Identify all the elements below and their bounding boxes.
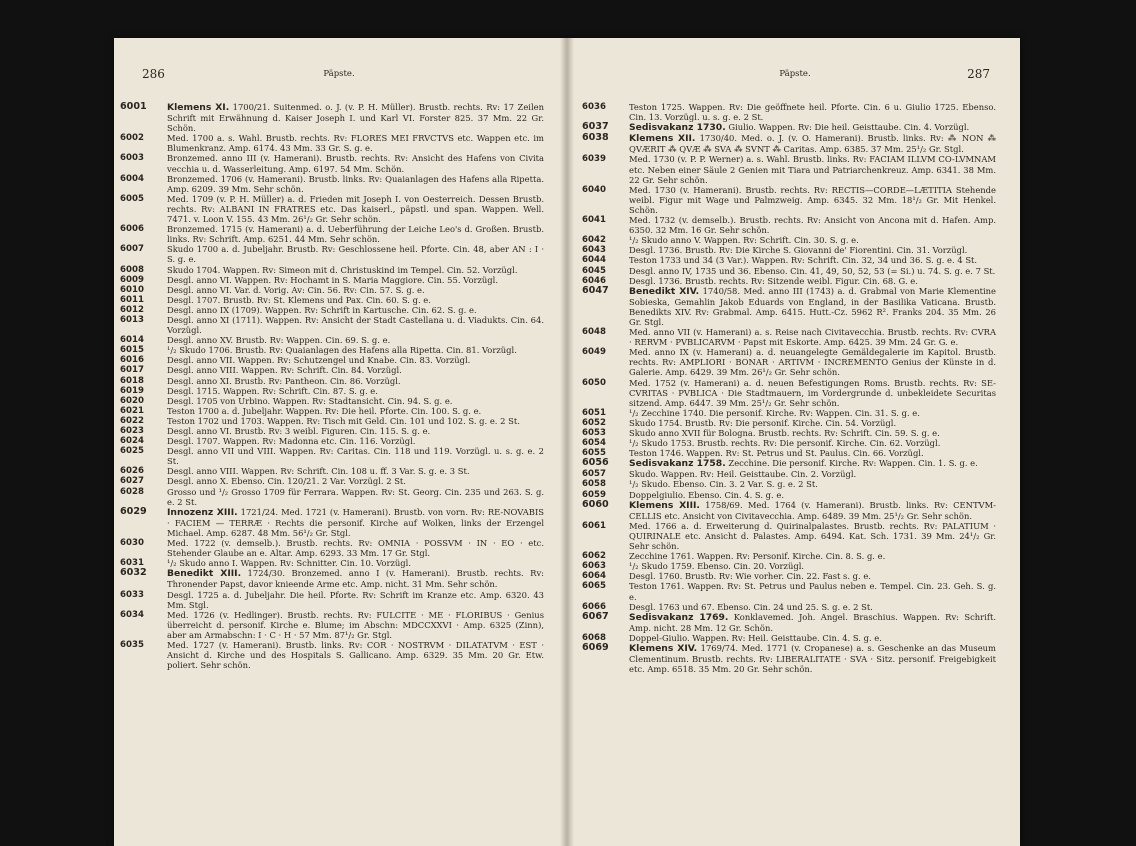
entry-heading: Klemens XIV.: [629, 642, 698, 654]
catalog-entry: [120, 133, 544, 153]
entry-number: 6011: [120, 294, 144, 305]
entry-number: 6064: [582, 571, 606, 582]
catalog-entry: [120, 386, 544, 396]
entry-number: 6006: [120, 224, 144, 235]
entry-heading: Sedisvakanz 1758.: [629, 458, 726, 470]
entry-text: Desgl. anno VI. Var. d. Vorig. Av: Cin. 56. Rv: Cin. 57. S. g. e.: [167, 284, 425, 295]
catalog-entry: [120, 507, 544, 538]
catalog-entry: [582, 122, 996, 133]
entry-text: ¹/₂ Skudo anno V. Wappen. Rv: Schrift. Cin. 30. S. g. e.: [629, 235, 859, 246]
entry-text: Med. 1722 (v. demselb.). Brustb. rechts. Rv: OMNIA · POSSVM · IN · EO · etc. Stehender Glaube an e. Altar. Amp. 6293. 33 Mm. 17 Gr. Stgl.: [167, 538, 544, 559]
entry-number: 6033: [120, 589, 144, 600]
catalog-entry: [582, 602, 996, 612]
catalog-entry: [582, 428, 996, 438]
entry-heading: Benedikt XIII.: [167, 568, 242, 580]
entry-number: 6068: [582, 632, 606, 643]
entry-number: 6013: [120, 314, 144, 325]
catalog-entry: [120, 305, 544, 315]
entry-text: Konklavemed. Joh. Angel. Braschius. Wappen. Rv: Schrift. Amp. nicht. 28 Mm. 12 Gr. Schön.: [629, 611, 996, 633]
entry-number: 6005: [120, 193, 144, 204]
entry-text: Desgl. anno VIII. Wappen. Rv: Schrift. Cin. 108 u. ff. 3 Var. S. g. e. 3 St.: [167, 466, 470, 477]
catalog-entry: [120, 355, 544, 365]
entry-text: ¹/₂ Skudo 1706. Brustb. Rv: Quaianlagen des Hafens alla Ripetta. Cin. 81. Vorzügl.: [167, 345, 517, 356]
entry-text: Med. 1700 a. s. Wahl. Brustb. rechts. Rv: FLORES MEI FRVCTVS etc. Wappen etc. im Blumenkranz. Amp. 6174. 43 Mm. 33 Gr. S. g. e.: [167, 133, 544, 154]
catalog-entry: [582, 255, 996, 265]
entry-number: 6059: [582, 489, 606, 500]
entry-text: Desgl. anno VIII. Wappen. Rv: Schrift. Cin. 84. Vorzügl.: [167, 365, 402, 376]
entry-number: 6058: [582, 479, 606, 490]
left-page-header: [114, 67, 564, 81]
entry-text: Doppelgiulio. Ebenso. Cin. 4. S. g. e.: [629, 489, 784, 500]
entry-text: Bronzemed. 1715 (v. Hamerani) a. d. Ueberführung der Leiche Leo's d. Großen. Brustb. links. Rv: Schrift. Amp. 6251. 44 Mm. Sehr schön.: [167, 224, 544, 245]
entry-heading: Klemens XI.: [167, 102, 230, 113]
catalog-entry: [120, 487, 544, 507]
catalog-entry: [120, 558, 544, 568]
entry-text: Bronzemed. anno III (v. Hamerani). Brustb. rechts. Rv: Ansicht des Hafens von Civita vecchia u. d. Wasserleitung. Amp. 6197. 54 Mm. Schön.: [167, 153, 544, 174]
entry-text: 1721/24. Med. 1721 (v. Hamerani). Brustb. von vorn. Rv: RE-NOVABIS · FACIEM — TERRÆ · Rechts die personif. Kirche auf Wolken, links der Erzengel Michael. Amp. 6287. 48 Mm. 56¹/₂ Gr. Stgl.: [167, 506, 544, 538]
entry-number: 6060: [582, 498, 609, 510]
entry-number: 6042: [582, 235, 606, 246]
entry-heading: Innozenz XIII.: [167, 506, 238, 518]
catalog-entry: [582, 571, 996, 581]
entry-text: Desgl. 1725 a. d. Jubeljahr. Die heil. Pforte. Rv: Schrift im Kranze etc. Amp. 6320. 43 Mm. Stgl.: [167, 589, 544, 610]
running-title: Päpste.: [779, 69, 811, 79]
catalog-entry: [120, 153, 544, 173]
entry-text: ¹/₂ Skudo 1753. Brustb. rechts. Rv: Die personif. Kirche. Cin. 62. Vorzügl.: [629, 438, 941, 449]
entry-text: 1740/58. Med. anno III (1743) a. d. Grabmal von Marie Klementine Sobieska, Gemahlin Jakob Eduards von England, in der Basilika Vaticana. Brustb. Benedikts XIV. Rv: Grabmal. Amp. 6415. Hutt.-Cz. 5962 R². Franks 204. 35 Mm. 26 Gr. Stgl.: [629, 285, 996, 327]
catalog-entry: [582, 102, 996, 122]
catalog-entry: [582, 215, 996, 235]
entry-heading: Klemens XII.: [629, 133, 696, 145]
entry-text: Teston 1725. Wappen. Rv: Die geöffnete heil. Pforte. Cin. 6 u. Giulio 1725. Ebenso. Cin. 13. Vorzügl. u. s. g. e. 2 St.: [629, 102, 996, 123]
right-page-header: [570, 67, 1020, 81]
catalog-entry: [582, 276, 996, 286]
entry-number: 6038: [582, 132, 609, 144]
catalog-entry: [582, 266, 996, 276]
catalog-entry: [120, 416, 544, 426]
entry-number: 6001: [120, 101, 147, 112]
entry-text: Zecchine 1761. Wappen. Rv: Personif. Kirche. Cin. 8. S. g. e.: [629, 551, 886, 562]
catalog-entry: [120, 538, 544, 558]
entry-text: Teston 1702 und 1703. Wappen. Rv: Tisch mit Geld. Cin. 101 und 102. S. g. e. 2 St.: [167, 415, 520, 426]
entry-number: 6048: [582, 327, 606, 338]
entry-number: 6043: [582, 245, 606, 256]
entry-text: Desgl. 1736. Brustb. rechts. Rv: Sitzende weibl. Figur. Cin. 68. G. e.: [629, 275, 918, 286]
entry-text: Med. 1752 (v. Hamerani) a. d. neuen Befestigungen Roms. Brustb. rechts. Rv: SE-CVRITAS · PVBLICA · Die Stadtmauern, im Vordergrunde d. unbekleidete Securitas sitzend. Amp. 6447. 39 Mm. 25¹/₂ Gr. Sehr schön.: [629, 377, 996, 408]
entry-number: 6017: [120, 365, 144, 376]
catalog-entry: [120, 610, 544, 640]
catalog-entry: [582, 378, 996, 408]
entry-text: Desgl. 1715. Wappen. Rv: Schrift. Cin. 87. S. g. e.: [167, 385, 378, 396]
entry-number: 6016: [120, 355, 144, 366]
entry-number: 6056: [582, 457, 609, 469]
entry-text: Teston 1761. Wappen. Rv: St. Petrus und Paulus neben e. Tempel. Cin. 23. Geh. S. g. e.: [629, 581, 996, 602]
catalog-entry: [582, 438, 996, 448]
catalog-entry: [582, 500, 996, 521]
entry-text: Grosso und ¹/₂ Grosso 1709 für Ferrara. Wappen. Rv: St. Georg. Cin. 235 und 263. S. g. e. 2 St.: [167, 486, 544, 507]
entry-number: 6049: [582, 347, 606, 358]
catalog-entry: [582, 521, 996, 551]
catalog-entry: [120, 295, 544, 305]
entry-number: 6046: [582, 275, 606, 286]
entry-text: Skudo 1704. Wappen. Rv: Simeon mit d. Christuskind im Tempel. Cin. 52. Vorzügl.: [167, 264, 518, 275]
entry-number: 6012: [120, 304, 144, 315]
entry-text: Teston 1700 a. d. Jubeljahr. Wappen. Rv: Die heil. Pforte. Cin. 100. S. g. e.: [167, 405, 482, 416]
entry-text: 1724/30. Bronzemed. anno I (v. Hamerani). Brustb. rechts. Rv: Thronender Papst, davor knieende Arme etc. Amp. nicht. 31 Mm. Sehr schön.: [167, 568, 544, 590]
catalog-entry: [582, 551, 996, 561]
entry-text: Med. anno IX (v. Hamerani) a. d. neuangelegte Gemäldegalerie im Kapitol. Brustb. rechts. Rv: AMPLIORI · BONAR · ARTIVM · INCREMENTO Genius der Künste in d. Galerie. Amp. 6429. 39 Mm. 26¹/₂ Gr. Sehr schön.: [629, 347, 996, 378]
entry-text: Desgl. anno X. Ebenso. Cin. 120/21. 2 Var. Vorzügl. 2 St.: [167, 476, 406, 487]
entry-heading: Sedisvakanz 1769.: [629, 611, 729, 623]
entry-text: Desgl. anno IX (1709). Wappen. Rv: Schrift in Kartusche. Cin. 62. S. g. e.: [167, 304, 477, 315]
entry-text: Teston 1733 und 34 (3 Var.). Wappen. Rv: Schrift. Cin. 32, 34 und 36. S. g. e. 4 St.: [629, 255, 978, 266]
entry-text: ¹/₂ Skudo anno I. Wappen. Rv: Schnitter. Cin. 10. Vorzügl.: [167, 558, 411, 569]
catalog-entry: [120, 396, 544, 406]
entry-number: 6051: [582, 407, 606, 418]
catalog-entry: [120, 194, 544, 224]
entry-number: 6052: [582, 417, 606, 428]
entry-number: 6025: [120, 446, 144, 457]
catalog-entry: [120, 365, 544, 375]
entry-number: 6031: [120, 558, 144, 569]
entry-number: 6014: [120, 335, 144, 346]
catalog-entry: [582, 469, 996, 479]
entry-heading: Sedisvakanz 1730.: [629, 122, 726, 134]
entry-text: ¹/₂ Zecchine 1740. Die personif. Kirche. Rv: Wappen. Cin. 31. S. g. e.: [629, 407, 920, 418]
page-number: 286: [142, 67, 165, 81]
entry-number: 6027: [120, 476, 144, 487]
entry-text: Desgl. anno XI (1711). Wappen. Rv: Ansicht der Stadt Castellana u. d. Viadukts. Cin. 64. Vorzügl.: [167, 314, 544, 336]
entry-text: Med. 1730 (v. P. P. Werner) a. s. Wahl. Brustb. links. Rv: FACIAM ILLVM CO-LVMNAM etc. Neben einer Säule 2 Genien mit Tiara und Patriarchenkreuz. Amp. 6341. 38 Mm. 22 Gr. Sehr schön.: [629, 154, 996, 185]
entry-text: Desgl. 1707. Brustb. Rv: St. Klemens und Pax. Cin. 60. S. g. e.: [167, 294, 431, 305]
entry-text: Med. 1726 (v. Hedlinger). Brustb. rechts. Rv: FULCITE · ME · FLORIBUS · Genius überreicht d. personif. Kirche e. Blume; im Abschn: MDCCXXVI · Amp. 6325 (Zinn), aber am Armabschn: I · C · H · 57 Mm. 87¹/₂ Gr. Stgl.: [167, 609, 544, 640]
catalog-entry: [120, 446, 544, 466]
entry-text: Doppel-Giulio. Wappen. Rv: Heil. Geisttaube. Cin. 4. S. g. e.: [629, 632, 882, 643]
entry-text: Med. 1732 (v. demselb.). Brustb. rechts. Rv: Ansicht von Ancona mit d. Hafen. Amp. 6350. 32 Mm. 16 Gr. Sehr schön.: [629, 215, 996, 236]
entry-text: ¹/₂ Skudo 1759. Ebenso. Cin. 20. Vorzügl.: [629, 561, 805, 572]
catalog-entry: [120, 345, 544, 355]
entry-text: Giulio. Wappen. Rv: Die heil. Geisttaube. Cin. 4. Vorzügl.: [728, 122, 970, 133]
catalog-entry: [120, 406, 544, 416]
entry-number: 6028: [120, 486, 144, 497]
catalog-entry: [582, 490, 996, 500]
entry-text: ¹/₂ Skudo. Ebenso. Cin. 3. 2 Var. S. g. e. 2 St.: [629, 479, 818, 490]
entry-number: 6015: [120, 345, 144, 356]
entry-text: Med. 1727 (v. Hamerani). Brustb. links. Rv: COR · NOSTRVM · DILATATVM · EST · Ansicht d. Kirche und des Hospitals S. Gallicano. Amp. 6329. 35 Mm. 20 Gr. Etw. poliert. Sehr schön.: [167, 639, 544, 671]
entry-text: Desgl. 1736. Brustb. Rv: Die Kirche S. Giovanni de' Fiorentini. Cin. 31. Vorzügl.: [629, 245, 968, 256]
entry-text: Desgl. 1760. Brustb. Rv: Wie vorher. Cin. 22. Fast s. g. e.: [629, 571, 871, 582]
entry-number: 6030: [120, 538, 144, 549]
entry-text: Desgl. anno VII und VIII. Wappen. Rv: Caritas. Cin. 118 und 119. Vorzügl. u. s. g. e. 2 St.: [167, 446, 544, 467]
entry-number: 6003: [120, 153, 144, 164]
entry-number: 6062: [582, 551, 606, 562]
catalog-entry: [120, 265, 544, 275]
entry-text: Desgl. anno VI. Brustb. Rv: 3 weibl. Figuren. Cin. 115. S. g. e.: [167, 426, 431, 436]
entry-number: 6050: [582, 377, 606, 388]
entry-number: 6021: [120, 405, 144, 416]
entry-number: 6023: [120, 426, 144, 436]
catalog-entry: [120, 244, 544, 264]
entry-number: 6007: [120, 244, 144, 255]
catalog-entry: [582, 185, 996, 215]
catalog-entry: [120, 568, 544, 589]
catalog-entry: [582, 418, 996, 428]
entry-text: Desgl. anno VII. Wappen. Rv: Schutzengel und Knabe. Cin. 83. Vorzügl.: [167, 355, 471, 366]
entry-number: 6045: [582, 265, 606, 276]
entry-number: 6034: [120, 609, 144, 620]
catalog-entry: [582, 458, 996, 469]
entry-number: 6066: [582, 601, 606, 612]
right-entry-list: [582, 102, 996, 674]
entry-text: Skudo anno XVII für Bologna. Brustb. rechts. Rv: Schrift. Cin. 59. S. g. e.: [629, 428, 940, 438]
entry-text: Desgl. 1707. Wappen. Rv: Madonna etc. Cin. 116. Vorzügl.: [167, 436, 416, 447]
entry-number: 6067: [582, 610, 609, 622]
entry-text: Med. anno VII (v. Hamerani) a. s. Reise nach Civitavecchia. Brustb. rechts. Rv: CVRA · RERVM · PVBLICARVM · Papst mit Eskorte. Amp. 6425. 39 Mm. 24 Gr. G. e.: [629, 327, 996, 348]
catalog-entry: [582, 408, 996, 418]
catalog-entry: [582, 643, 996, 674]
entry-number: 6010: [120, 284, 144, 295]
entry-text: Skudo. Wappen. Rv: Heil. Geisttaube. Cin. 2. Vorzügl.: [629, 469, 857, 480]
entry-number: 6036: [582, 102, 606, 112]
entry-text: 1700/21. Suitenmed. o. J. (v. P. H. Müller). Brustb. rechts. Rv: 17 Zeilen Schrift mit Erwähnung d. Kaiser Joseph I. und Karl VI. Forster 825. 37 Mm. 22 Gr. Schön.: [167, 102, 544, 134]
catalog-entry: [120, 275, 544, 285]
entry-number: 6009: [120, 274, 144, 285]
catalog-entry: [120, 476, 544, 486]
entry-number: 6039: [582, 154, 606, 165]
entry-number: 6032: [120, 567, 147, 579]
catalog-entry: [120, 224, 544, 244]
entry-number: 6008: [120, 264, 144, 275]
entry-number: 6019: [120, 385, 144, 396]
catalog-entry: [120, 436, 544, 446]
entry-text: Desgl. 1705 von Urbino. Wappen. Rv: Stadtansicht. Cin. 94. S. g. e.: [167, 395, 453, 406]
entry-text: Med. 1730 (v. Hamerani). Brustb. rechts. Rv: RECTIS—CORDE—LÆTITIA Stehende weibl. Figur mit Wage und Palmzweig. Amp. 6345. 32 Mm. 18¹/₂ Gr. Mit Henkel. Schön.: [629, 184, 996, 215]
catalog-entry: [120, 426, 544, 436]
catalog-entry: [120, 315, 544, 335]
catalog-entry: [120, 466, 544, 476]
entry-number: 6026: [120, 466, 144, 477]
entry-number: 6055: [582, 448, 606, 459]
catalog-entry: [120, 376, 544, 386]
catalog-entry: [582, 448, 996, 458]
book-spread: [114, 38, 1020, 846]
entry-text: Zecchine. Die personif. Kirche. Rv: Wappen. Cin. 1. S. g. e.: [728, 458, 978, 469]
catalog-entry: [582, 286, 996, 327]
left-page: [114, 38, 564, 846]
entry-number: 6020: [120, 395, 144, 406]
page-number: 287: [967, 67, 990, 81]
entry-number: 6002: [120, 133, 144, 144]
catalog-entry: [582, 245, 996, 255]
entry-text: Teston 1746. Wappen. Rv: St. Petrus und St. Paulus. Cin. 66. Vorzügl.: [629, 448, 924, 459]
entry-number: 6035: [120, 639, 144, 650]
entry-number: 6044: [582, 255, 606, 266]
catalog-entry: [582, 347, 996, 377]
entry-text: 1758/69. Med. 1764 (v. Hamerani). Brustb. links. Rv: CENTVM-CELLIS etc. Ansicht von Civitavecchia. Amp. 6489. 39 Mm. 25¹/₂ Gr. Sehr schön.: [629, 499, 996, 521]
catalog-entry: [582, 235, 996, 245]
catalog-entry: [582, 133, 996, 154]
entry-text: Desgl. anno IV, 1735 und 36. Ebenso. Cin. 41, 49, 50, 52, 53 (= Si.) u. 74. S. g. e. 7 St.: [629, 265, 996, 276]
entry-number: 6063: [582, 561, 606, 572]
entry-number: 6037: [582, 121, 609, 133]
entry-heading: Benedikt XIV.: [629, 285, 700, 297]
right-page: [570, 38, 1020, 846]
catalog-entry: [120, 335, 544, 345]
entry-number: 6004: [120, 173, 144, 184]
catalog-entry: [582, 327, 996, 347]
entry-number: 6040: [582, 184, 606, 195]
catalog-entry: [120, 174, 544, 194]
catalog-entry: [582, 479, 996, 489]
entry-text: Skudo 1754. Brustb. Rv: Die personif. Kirche. Cin. 54. Vorzügl.: [629, 417, 897, 428]
entry-text: Desgl. 1763 und 67. Ebenso. Cin. 24 und 25. S. g. e. 2 St.: [629, 601, 873, 612]
entry-number: 6053: [582, 428, 606, 438]
catalog-entry: [120, 590, 544, 610]
entry-text: Desgl. anno XI. Brustb. Rv: Pantheon. Cin. 86. Vorzügl.: [167, 375, 401, 386]
catalog-entry: [120, 285, 544, 295]
entry-heading: Klemens XIII.: [629, 499, 700, 511]
catalog-entry: [120, 640, 544, 670]
entry-number: 6061: [582, 520, 606, 531]
entry-number: 6029: [120, 505, 147, 517]
entry-text: Desgl. anno XV. Brustb. Rv: Wappen. Cin. 69. S. g. e.: [167, 335, 391, 346]
catalog-entry: [582, 561, 996, 571]
left-entry-list: [120, 102, 544, 670]
entry-number: 6022: [120, 415, 144, 426]
entry-text: 1769/74. Med. 1771 (v. Cropanese) a. s. Geschenke an das Museum Clementinum. Brustb. rechts. Rv: LIBERALITATE · SVA · Sitz. personif. Freigebigkeit etc. Amp. 6518. 35 Mm. 20 Gr. Sehr schön.: [629, 642, 996, 675]
entry-number: 6057: [582, 469, 606, 480]
entry-text: Med. 1709 (v. P. H. Müller) a. d. Frieden mit Joseph I. von Oesterreich. Dessen Brustb. rechts. Rv: ALBANI IN FRATRES etc. Das kaiserl., päpstl. und span. Wappen. Well. 7471. v. Loon V. 155. 43 Mm. 26¹/₂ Gr. Sehr schön.: [167, 193, 544, 225]
entry-number: 6065: [582, 581, 606, 592]
catalog-entry: [120, 102, 544, 133]
entry-number: 6047: [582, 284, 609, 296]
running-title: Päpste.: [323, 69, 355, 79]
entry-number: 6041: [582, 215, 606, 226]
entry-number: 6069: [582, 641, 609, 653]
entry-text: 1730/40. Med. o. J. (v. O. Hamerani). Brustb. links. Rv: ⁂ NON ⁂ QVÆRIT ⁂ QVÆ ⁂ SVA ⁂ SVNT ⁂ Caritas. Amp. 6385. 37 Mm. 25¹/₂ Gr. Stgl.: [629, 133, 996, 155]
entry-number: 6054: [582, 438, 606, 449]
entry-text: Bronzemed. 1706 (v. Hamerani). Brustb. links. Rv: Quaianlagen des Hafens alla Ripetta. Amp. 6209. 39 Mm. Sehr schön.: [167, 173, 544, 194]
entry-text: Med. 1766 a. d. Erweiterung d. Quirinalpalastes. Brustb. rechts. Rv: PALATIUM · QUIRINALE etc. Ansicht d. Palastes. Amp. 6494. Kat. Sch. 1731. 39 Mm. 24¹/₂ Gr. Sehr schön.: [629, 520, 996, 552]
entry-number: 6018: [120, 375, 144, 386]
catalog-entry: [582, 633, 996, 643]
entry-text: Desgl. anno VI. Wappen. Rv: Hochamt in S. Maria Maggiore. Cin. 55. Vorzügl.: [167, 274, 498, 285]
entry-number: 6024: [120, 436, 144, 447]
catalog-entry: [582, 581, 996, 601]
catalog-entry: [582, 154, 996, 184]
entry-text: Skudo 1700 a. d. Jubeljahr. Brustb. Rv: Geschlossene heil. Pforte. Cin. 48, aber AN : I · S. g. e.: [167, 244, 544, 265]
catalog-entry: [582, 612, 996, 633]
